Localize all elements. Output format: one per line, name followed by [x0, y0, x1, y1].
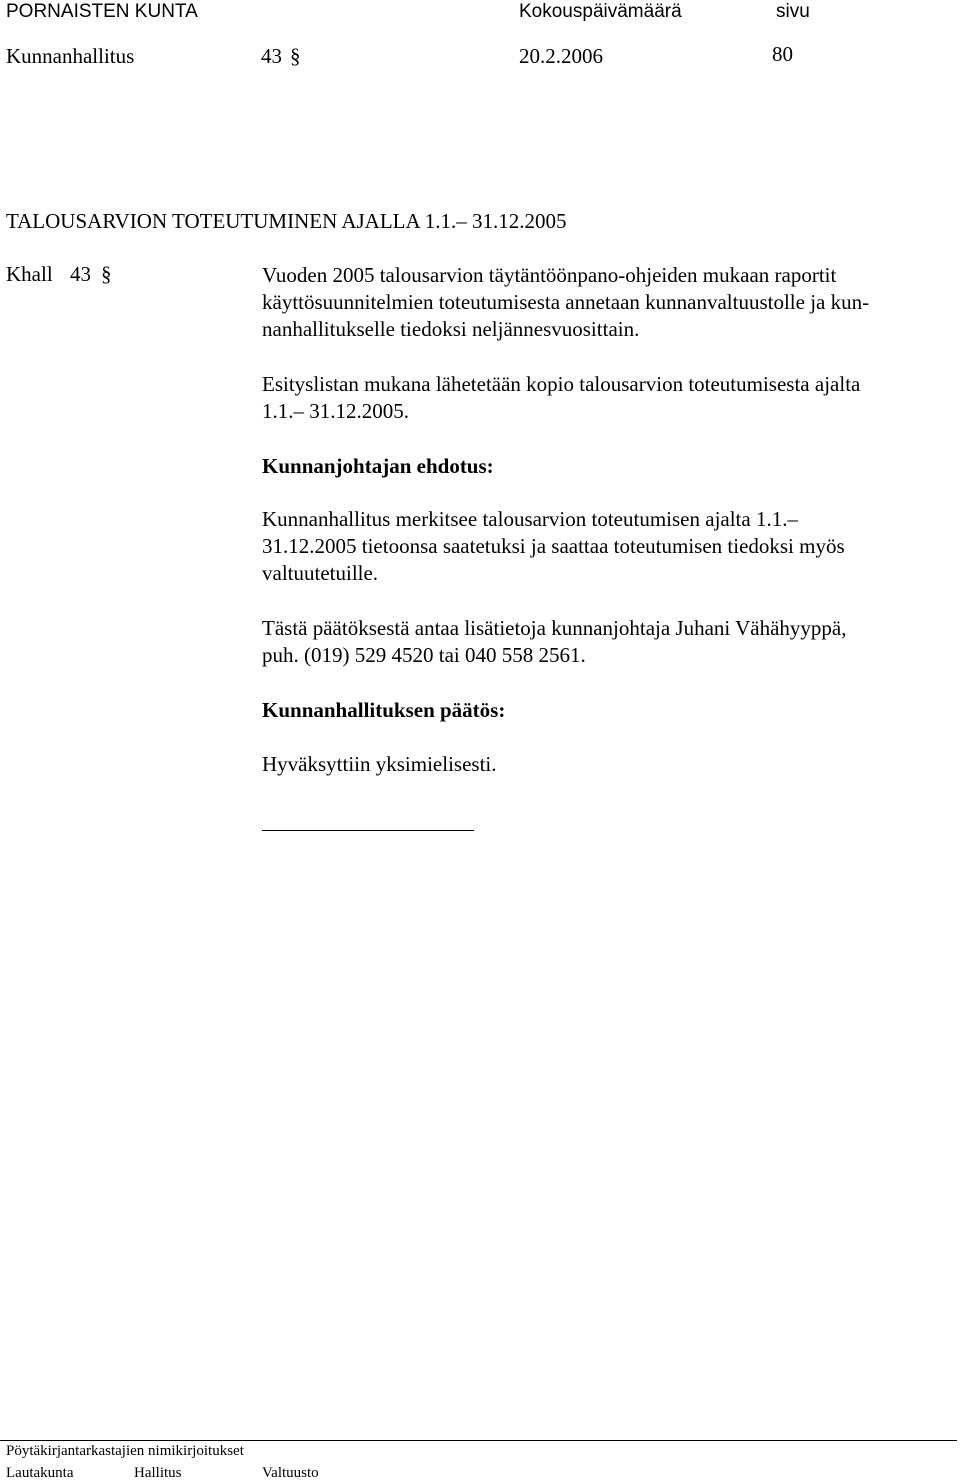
- section-ref-number: 43: [70, 262, 91, 286]
- document-title: TALOUSARVION TOTEUTUMINEN AJALLA 1.1.– 31.12.2005: [6, 209, 567, 233]
- info-line: Tästä päätöksestä antaa lisätietoja kunnanjohtaja Juhani Vähähyyppä,: [262, 616, 847, 640]
- footer-col-lautakunta: Lautakunta: [6, 1465, 74, 1481]
- page-number: 80: [772, 42, 793, 66]
- intro-line: käyttösuunnitelmien toteutumisesta annetaan kunnanvaltuustolle ja kun-: [262, 290, 870, 314]
- attachment-paragraph: [262, 371, 952, 425]
- section-mark: §: [290, 44, 301, 68]
- end-divider: [262, 830, 474, 831]
- body-name: Kunnanhallitus: [6, 44, 135, 68]
- decision-text: Hyväksyttiin yksimielisesti.: [262, 752, 497, 776]
- signatures-label: Pöytäkirjantarkastajien nimikirjoitukset: [6, 1443, 244, 1459]
- intro-line: nanhallitukselle tiedoksi neljännesvuosittain.: [262, 317, 640, 341]
- footer-col-valtuusto: Valtuusto: [262, 1465, 319, 1481]
- section-ref-label: Khall: [6, 262, 53, 286]
- intro-line: Vuoden 2005 talousarvion täytäntöönpano-ohjeiden mukaan raportit: [262, 263, 837, 287]
- date-label: Kokouspäivämäärä: [519, 1, 682, 22]
- section-number: 43: [261, 44, 282, 68]
- municipality-name: PORNAISTEN KUNTA: [6, 1, 198, 22]
- info-paragraph: [262, 615, 952, 669]
- proposal-line: Kunnanhallitus merkitsee talousarvion toteutumisen ajalta 1.1.–: [262, 507, 798, 531]
- meeting-date: 20.2.2006: [519, 44, 603, 68]
- attachment-line: Esityslistan mukana lähetetään kopio talousarvion toteutumisesta ajalta: [262, 372, 861, 396]
- intro-paragraph: [262, 262, 952, 343]
- section-ref-mark: §: [101, 262, 112, 286]
- proposal-line: 31.12.2005 tietoonsa saatetuksi ja saattaa toteutumisen tiedoksi myös: [262, 534, 845, 558]
- page-label: sivu: [776, 1, 810, 22]
- footer-divider: [0, 1440, 957, 1441]
- proposal-line: valtuutetuille.: [262, 561, 379, 585]
- footer-col-hallitus: Hallitus: [134, 1465, 182, 1481]
- decision-heading: Kunnanhallituksen päätös:: [262, 698, 506, 722]
- proposal-heading: Kunnanjohtajan ehdotus:: [262, 454, 494, 478]
- attachment-line: 1.1.– 31.12.2005.: [262, 399, 409, 423]
- proposal-paragraph: [262, 506, 952, 587]
- info-line: puh. (019) 529 4520 tai 040 558 2561.: [262, 643, 586, 667]
